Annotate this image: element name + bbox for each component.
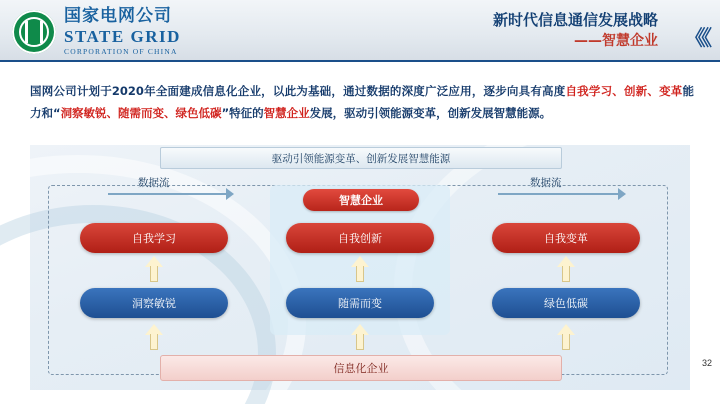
paragraph-segment-3: ”特征的	[221, 106, 264, 121]
card-self-innovation: 自我创新	[286, 223, 434, 253]
card-keen-insight: 洞察敏锐	[80, 288, 228, 318]
up-arrow-icon-4	[145, 324, 163, 350]
brand-name-en-sub: CORPORATION OF CHINA	[64, 47, 178, 56]
up-arrow-icon-2	[351, 256, 369, 282]
diagram-bottom-banner: 信息化企业	[160, 355, 562, 381]
page-number: 32	[701, 358, 712, 368]
up-arrow-icon-3	[557, 256, 575, 282]
slide-header	[0, 0, 720, 62]
brand-logo-text	[64, 8, 181, 56]
brand-name-en: STATE GRID	[64, 27, 181, 46]
card-self-learning: 自我学习	[80, 223, 228, 253]
paragraph-highlight-1: 自我学习、创新、变革	[565, 84, 683, 98]
paragraph-highlight-2: 洞察敏锐、随需而变、绿色低碳	[60, 106, 222, 121]
up-arrow-icon-5	[351, 324, 369, 350]
card-on-demand-change: 随需而变	[286, 288, 434, 318]
state-grid-logo-icon	[12, 10, 56, 54]
slide-title-line1: 新时代信息通信发展战略	[492, 11, 658, 29]
paragraph-segment-2: 能力和“	[30, 84, 694, 121]
chevron-left-decor-icon: 《《	[684, 27, 708, 50]
paragraph-segment-1: 国网公司计划于2020年全面建成信息化企业，以此为基础，通过数据的深度广泛应用，逐步向具有高度	[30, 84, 566, 98]
brand-logo	[12, 8, 181, 56]
brand-name-cn: 国家电网公司	[64, 6, 172, 26]
paragraph-highlight-3: 智慧企业	[263, 106, 310, 121]
up-arrow-icon-1	[145, 256, 163, 282]
flow-label-right: 数据流	[530, 177, 562, 189]
slide-title	[493, 11, 658, 50]
diagram-top-banner: 驱动引领能源变革、创新发展智慧能源	[160, 147, 562, 169]
body-paragraph	[30, 80, 694, 125]
up-arrow-icon-6	[557, 324, 575, 350]
flow-label-left: 数据流	[138, 177, 170, 189]
card-green-low-carbon: 绿色低碳	[492, 288, 640, 318]
smart-enterprise-chip: 智慧企业	[303, 189, 419, 211]
slide-title-line2: ——智慧企业	[574, 32, 658, 49]
card-self-reform: 自我变革	[492, 223, 640, 253]
strategy-diagram	[30, 145, 690, 390]
paragraph-segment-4: 发展，驱动引领能源变革，创新发展智慧能源。	[309, 106, 552, 121]
